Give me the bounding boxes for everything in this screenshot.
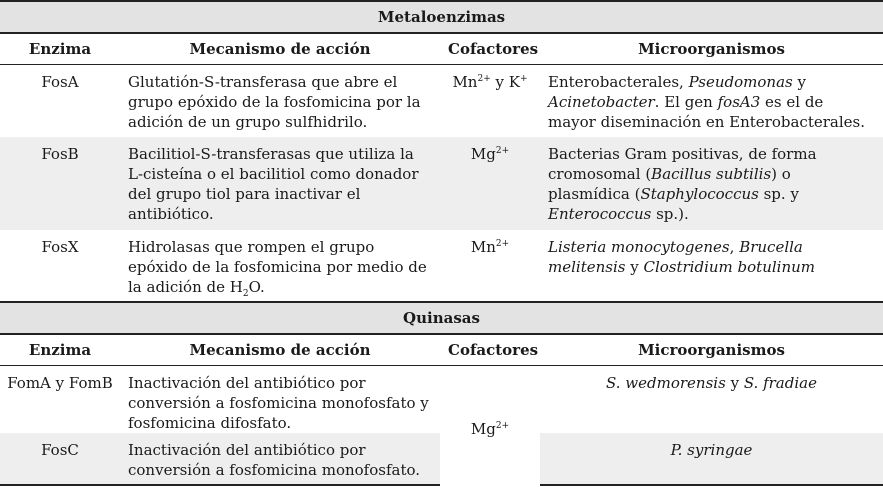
header-row [0, 33, 883, 65]
section-title: Metaloenzimas [0, 1, 883, 33]
enzima-cell: FosC [0, 433, 120, 485]
col-header-enzima: Enzima [0, 33, 120, 65]
enzima-cell: FosB [0, 137, 120, 230]
col-header-enzima: Enzima [0, 334, 120, 366]
mecanismo-cell: Inactivación del antibiótico por conversión a fosfomicina monofosfato y fosfomicina difosfato. [128, 373, 429, 432]
table-row [0, 137, 883, 230]
microorganismos-cell: Listeria monocytogenes, Brucella melitensis y Clostridium botulinum [548, 237, 815, 276]
enzima-cell: FosA [41, 73, 79, 91]
col-header-mecanismo: Mecanismo de acción [120, 33, 440, 65]
table-row [0, 65, 883, 137]
col-header-mecanismo: Mecanismo de acción [120, 334, 440, 366]
table-row [0, 230, 883, 302]
col-header-cofactores: Cofactores [440, 334, 540, 366]
microorganismos-cell: Bacterias Gram positivas, de forma cromosomal (Bacillus subtilis) o plasmídica (Staphylococcus sp. y Enterococcus sp.). [540, 137, 883, 230]
cofactor-cell: $Mn^{2+}$ y K+ [452, 73, 528, 91]
section-title: Quinasas [0, 302, 883, 334]
table-row [0, 365, 883, 433]
mecanismo-cell: Inactivación del antibiótico por conversión a fosfomicina monofosfato. [120, 433, 440, 485]
col-header-cofactores: Cofactores [440, 33, 540, 65]
mecanismo-cell: Glutatión-S-transferasa que abre el grupo epóxido de la fosfomicina por la adición de un grupo sulfhidrilo. [128, 73, 421, 131]
col-header-microorganismos: Microorganismos [540, 33, 883, 65]
enzima-cell: FomA y FomB [7, 373, 113, 392]
col-header-microorganismos: Microorganismos [540, 334, 883, 366]
mecanismo-cell: Hidrolasas que rompen el grupo epóxido de la fosfomicina por medio de la adición de $H_2O$. [128, 237, 427, 299]
microorganismos-cell: Enterobacterales, Pseudomonas y Acinetobacter. El gen fosA3 es el de mayor diseminación en Enterobacterales. [548, 73, 865, 131]
cofactor-cell: $Mg^{2+}$ [440, 137, 540, 230]
section-metaloenzimas [0, 1, 883, 33]
header-row [0, 334, 883, 366]
section-quinasas [0, 302, 883, 334]
mecanismo-cell: Bacilitiol-S-transferasas que utiliza la L-cisteína o el bacilitiol como donador del grupo tiol para inactivar el antibiótico. [120, 137, 440, 230]
cofactor-cell: $Mn^{2+}$ [470, 237, 510, 256]
microorganismos-cell: P. syringae [540, 433, 883, 485]
microorganismos-cell: S. wedmorensis y S. fradiae [606, 373, 817, 392]
enzima-cell: FosX [41, 237, 79, 256]
cofactor-cell: $Mg^{2+}$ [470, 419, 510, 438]
